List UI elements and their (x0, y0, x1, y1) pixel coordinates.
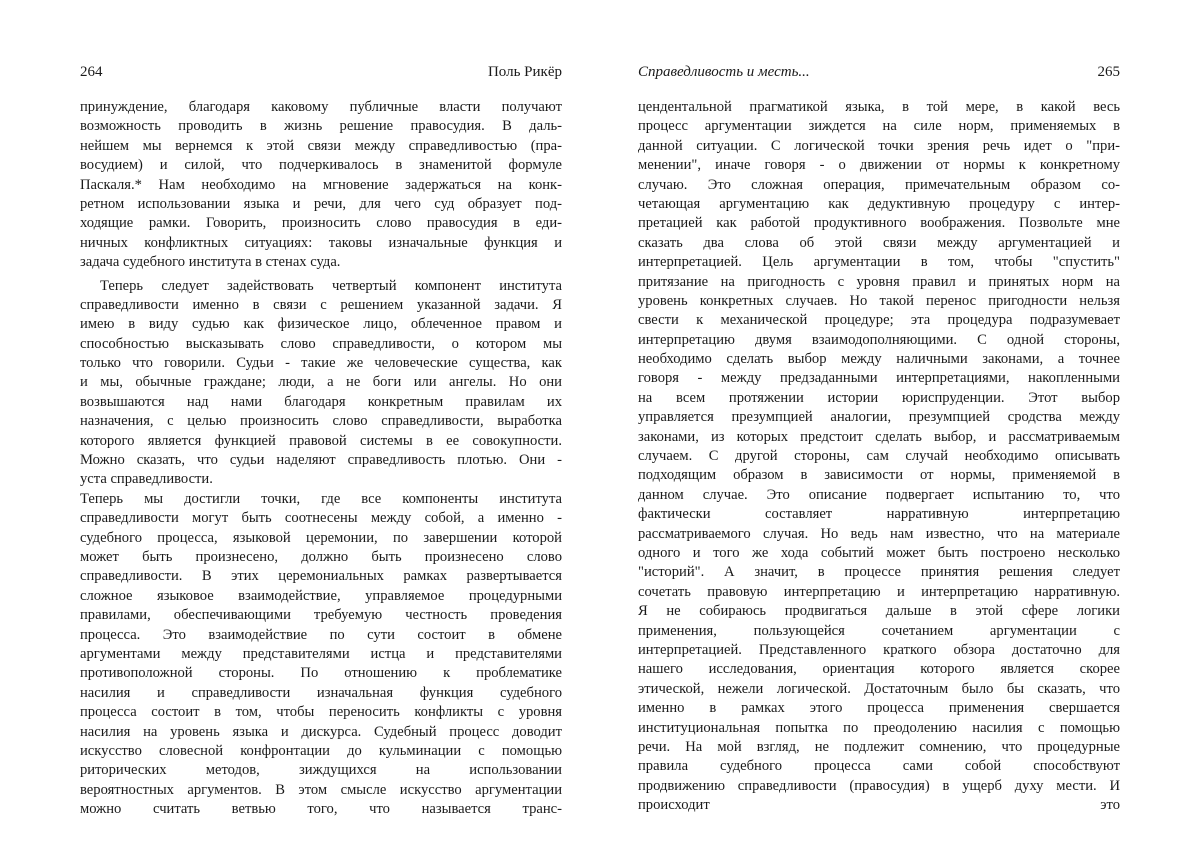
right-page (638, 0, 1120, 848)
text-line: справедливости могут быть соотнесены между собой, а именно - (80, 510, 562, 527)
text-line: институциональная попытка по преодолению насилия с помощью (638, 719, 1120, 736)
text-line: этической, нежели логической. Достаточным было бы сказать, что (638, 680, 1120, 697)
text-line: менении", иначе говоря - о движении от нормы к конкретному (638, 157, 1120, 174)
text-line: сложное языковое взаимодействие, управляемое процедурными (80, 587, 562, 604)
text-line: способностью высказывать слово справедливости, о котором мы (80, 335, 562, 352)
running-head: Справедливость и месть... (638, 64, 810, 80)
text-line: восудием) и силой, что подчеркивалось в знаменитой формуле (80, 157, 562, 174)
text-line: только что говорили. Судьи - такие же человеческие существа, как (80, 355, 562, 372)
page-number: 265 (1097, 64, 1120, 80)
text-line: справедливости именно в связи с решением указанной задачи. Я (80, 296, 562, 313)
text-line: случаем. С другой стороны, сам случай необходимо описывать (638, 448, 1120, 465)
text-line: которого является функцией правовой системы в ее совокупности. (80, 432, 562, 449)
text-line: ходящие рамки. Говорить, произносить слово правосудия в еди- (80, 215, 562, 232)
text-line: возможность проводить в жизнь решение правосудия. В даль- (80, 118, 562, 135)
text-line: Можно сказать, что судьи наделяют справедливость плотью. Они - (80, 452, 562, 469)
text-line: принуждение, благодаря каковому публичные власти получают (80, 99, 562, 115)
left-page-text (80, 98, 562, 819)
text-line: притязание на пригодность с уровня правил и принятых норм на (638, 273, 1120, 290)
text-line: нашего исследования, ориентация которого является скорее (638, 661, 1120, 678)
right-page-header (638, 62, 1120, 82)
text-line: ничных конфликтных ситуациях: таковы изначальные функция и (80, 234, 562, 251)
text-line: процесса состоит в том, чтобы переносить конфликты с уровня (80, 704, 562, 721)
text-line: подходящим образом в зависимости от нормы, применяемой в (638, 467, 1120, 484)
text-line: уровень конкретных случаев. Но такой перенос пригодности нельзя (638, 292, 1120, 309)
text-line: назначения, с целью произносить слово справедливости, выработка (80, 413, 562, 430)
text-line: речи. На мой взгляд, не подлежит сомнению, что процедурные (638, 738, 1120, 755)
running-head: Поль Рикёр (487, 64, 562, 80)
text-line: интерпретацией. Представленного краткого обзора достаточно для (638, 641, 1120, 658)
text-line: говоря - между предзаданными интерпретациями, накопленными (638, 370, 1120, 387)
text-line: можно считать ветвью того, что называется транс- (80, 801, 562, 818)
text-line: интерпретацией. Цель аргументации в том, чтобы "спустить" (638, 254, 1120, 271)
text-line: вероятностных аргументов. В этом смысле искусство аргументации (80, 781, 562, 798)
text-line: применения, пользующейся сочетанием аргументации с (638, 622, 1120, 639)
text-line: процесса. Это взаимодействие по сути состоит в обмене (80, 626, 562, 643)
text-line: данной ситуации. С логической точки зрения речь идет о "при- (638, 137, 1120, 154)
text-line: нейшем мы вернемся к этой связи между справедливостью (пра- (80, 137, 562, 154)
text-line: случаю. Это сложная операция, примечательным образом со- (638, 176, 1120, 193)
text-line: правила судебного процесса сами собой способствуют (638, 758, 1120, 775)
text-line: Я не собираюсь продвигаться дальше в этой сфере логики (638, 603, 1120, 620)
text-line: судебного процесса, языковой церемонии, по завершении которой (80, 529, 562, 546)
text-line: управляется презумпцией аналогии, презумпцией сродства между (638, 409, 1120, 426)
text-line: сочетать правовую интерпретацию и интерпретацию нарративную. (638, 583, 1120, 600)
text-line: интерпретацию двумя взаимодополняющими. С одной стороны, (638, 331, 1120, 348)
text-line: Теперь мы достигли точки, где все компоненты института (80, 490, 562, 507)
text-line: необходимо сделать выбор между наличными законами, а точнее (638, 351, 1120, 368)
text-line: и мы, обычные граждане; люди, а не боги или ангелы. Но они (80, 374, 562, 391)
text-line: процесс аргументации зиждется на силе норм, применяемых в (638, 118, 1120, 135)
text-line: цендентальной прагматикой языка, в той мере, в какой весь (638, 99, 1120, 115)
text-line: уста справедливости. (80, 471, 213, 488)
text-line: продвижению справедливости (правосудия) в ущерб духу мести. И (638, 777, 1120, 794)
text-line: противоположной стороны. По отношению к проблематике (80, 665, 562, 682)
text-line: может быть произнесено, должно быть произнесено слово (80, 548, 562, 565)
text-line: на всем протяжении истории юриспруденции. Этот выбор (638, 389, 1120, 406)
text-line: насилия и справедливости изначальная функция судебного (80, 684, 562, 701)
text-line: искусство словесной конфронтации до кульминации с помощью (80, 742, 562, 759)
text-line: задача судебного института в стенах суда. (80, 254, 341, 271)
left-page (80, 0, 562, 848)
text-line: одного и того же хода событий может быть построено несколько (638, 544, 1120, 561)
text-line: претацией как работой продуктивного воображения. Позвольте мне (638, 215, 1120, 232)
text-line: справедливости. В этих церемониальных рамках развертывается (80, 568, 562, 585)
page-number: 264 (80, 64, 103, 80)
right-page-text (638, 98, 1120, 815)
text-line: возвышаются над нами благодаря конкретным правилам их (80, 393, 562, 410)
text-line: рассматриваемого случая. Но ведь нам известно, что на материале (638, 525, 1120, 542)
text-line: законами, из которых предстоит сделать выбор, и рассматриваемым (638, 428, 1120, 445)
left-page-header (80, 62, 562, 82)
text-line: имею в виду судью как физическое лицо, облеченное правом и (80, 316, 562, 333)
text-line: ретном использовании языка и речи, для чего суд образует под- (80, 195, 562, 212)
text-line: сказать два слова об этой связи между аргументацией и (638, 234, 1120, 251)
text-line: данном случае. Это описание подвергает испытанию то, что (638, 486, 1120, 503)
text-line: фактически составляет нарративную интерпретацию (638, 506, 1120, 523)
text-line: Паскаля.* Нам необходимо на мгновение задержаться на конк- (80, 176, 562, 193)
text-line: происходит это (638, 797, 1120, 814)
text-line: правилами, обеспечивающими требуемую честность проведения (80, 607, 562, 624)
text-line: аргументами между представителями истца и представителями (80, 645, 562, 662)
text-line: именно в рамках этого процесса применения свершается (638, 700, 1120, 717)
text-line: свести к механической процедуре; эта процедура подразумевает (638, 312, 1120, 329)
text-line: четающая аргументацию как дедуктивную процедуру с интер- (638, 195, 1120, 212)
text-line: "историй". А значит, в процессе принятия решения следует (638, 564, 1120, 581)
text-line: Теперь следует задействовать четвертый компонент института (100, 277, 562, 294)
text-line: риторических методов, зиждущихся на использовании (80, 762, 562, 779)
text-line: насилия на уровень языка и дискурса. Судебный процесс доводит (80, 723, 562, 740)
